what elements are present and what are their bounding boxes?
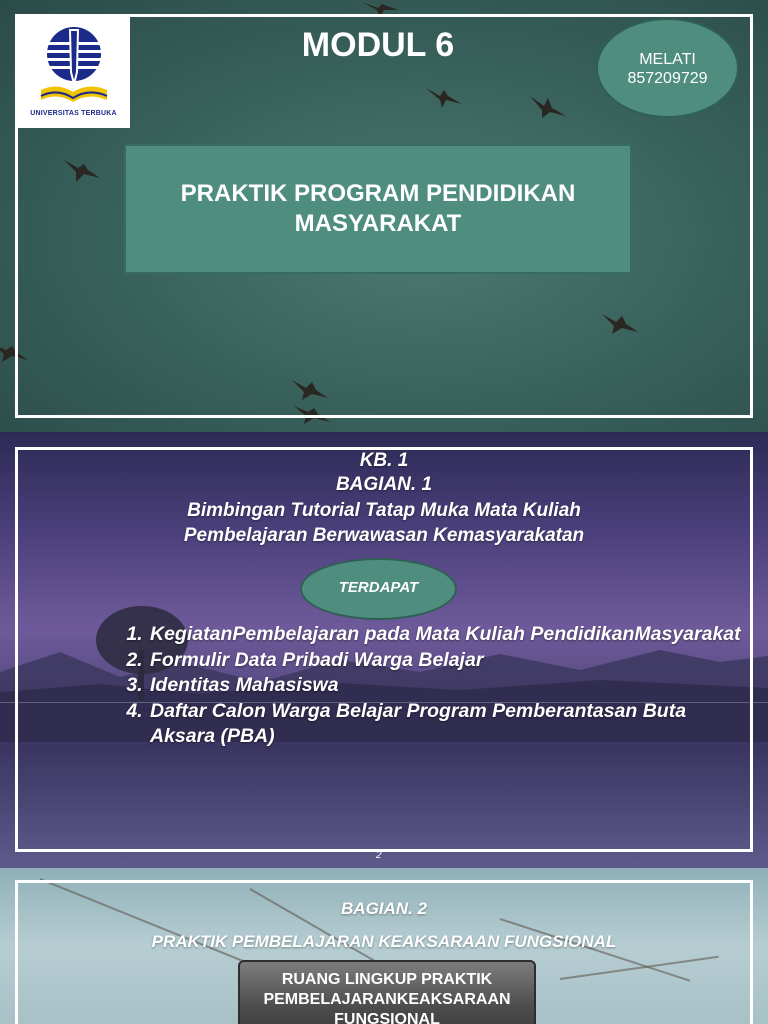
list-item: 2. Formulir Data Pribadi Warga Belajar	[148, 648, 748, 674]
slide-1	[0, 0, 768, 432]
section-title: PRAKTIK PEMBELAJARAN KEAKSARAAN FUNGSIONAL	[151, 932, 617, 951]
list-item: 1. KegiatanPembelajaran pada Mata Kuliah PendidikanMasyarakat	[148, 622, 748, 648]
list-item: 4. Daftar Calon Warga Belajar Program Pemberantasan Buta Aksara (PBA)	[148, 699, 748, 750]
logo-emblem-icon	[37, 24, 111, 108]
scope-box	[238, 960, 536, 1024]
subtitle-box	[124, 144, 632, 274]
slide-3	[0, 868, 768, 1024]
scope-line-2: PEMBELAJARANKEAKSARAAN	[263, 991, 511, 1008]
description-line-1: Bimbingan Tutorial Tatap Muka Mata Kuliah	[187, 500, 581, 521]
item-list	[118, 622, 748, 750]
bagian-label: BAGIAN. 2	[341, 899, 427, 918]
scope-line-3: FUNGSIONAL	[334, 1011, 440, 1024]
logo-text: UNIVERSITAS TERBUKA	[30, 110, 117, 117]
terdapat-badge: TERDAPAT	[300, 558, 457, 620]
page-number: 2	[376, 850, 382, 861]
subtitle-line-2: MASYARAKAT	[294, 210, 462, 237]
kb-label: KB. 1	[359, 450, 409, 471]
page-title: MODUL 6	[301, 26, 455, 64]
description-line-2: Pembelajaran Berwawasan Kemasyarakatan	[183, 525, 585, 546]
scope-line-1: RUANG LINGKUP PRAKTIK	[281, 971, 493, 988]
name-badge	[596, 18, 739, 118]
student-id: 857209729	[627, 70, 708, 87]
bagian-label: BAGIAN. 1	[335, 474, 433, 495]
student-name: MELATI	[639, 51, 696, 68]
subtitle-line-1: PRAKTIK PROGRAM PENDIDIKAN	[180, 180, 576, 207]
university-logo	[17, 16, 130, 128]
list-item: 3. Identitas Mahasiswa	[148, 673, 748, 699]
slide-2	[0, 432, 768, 868]
